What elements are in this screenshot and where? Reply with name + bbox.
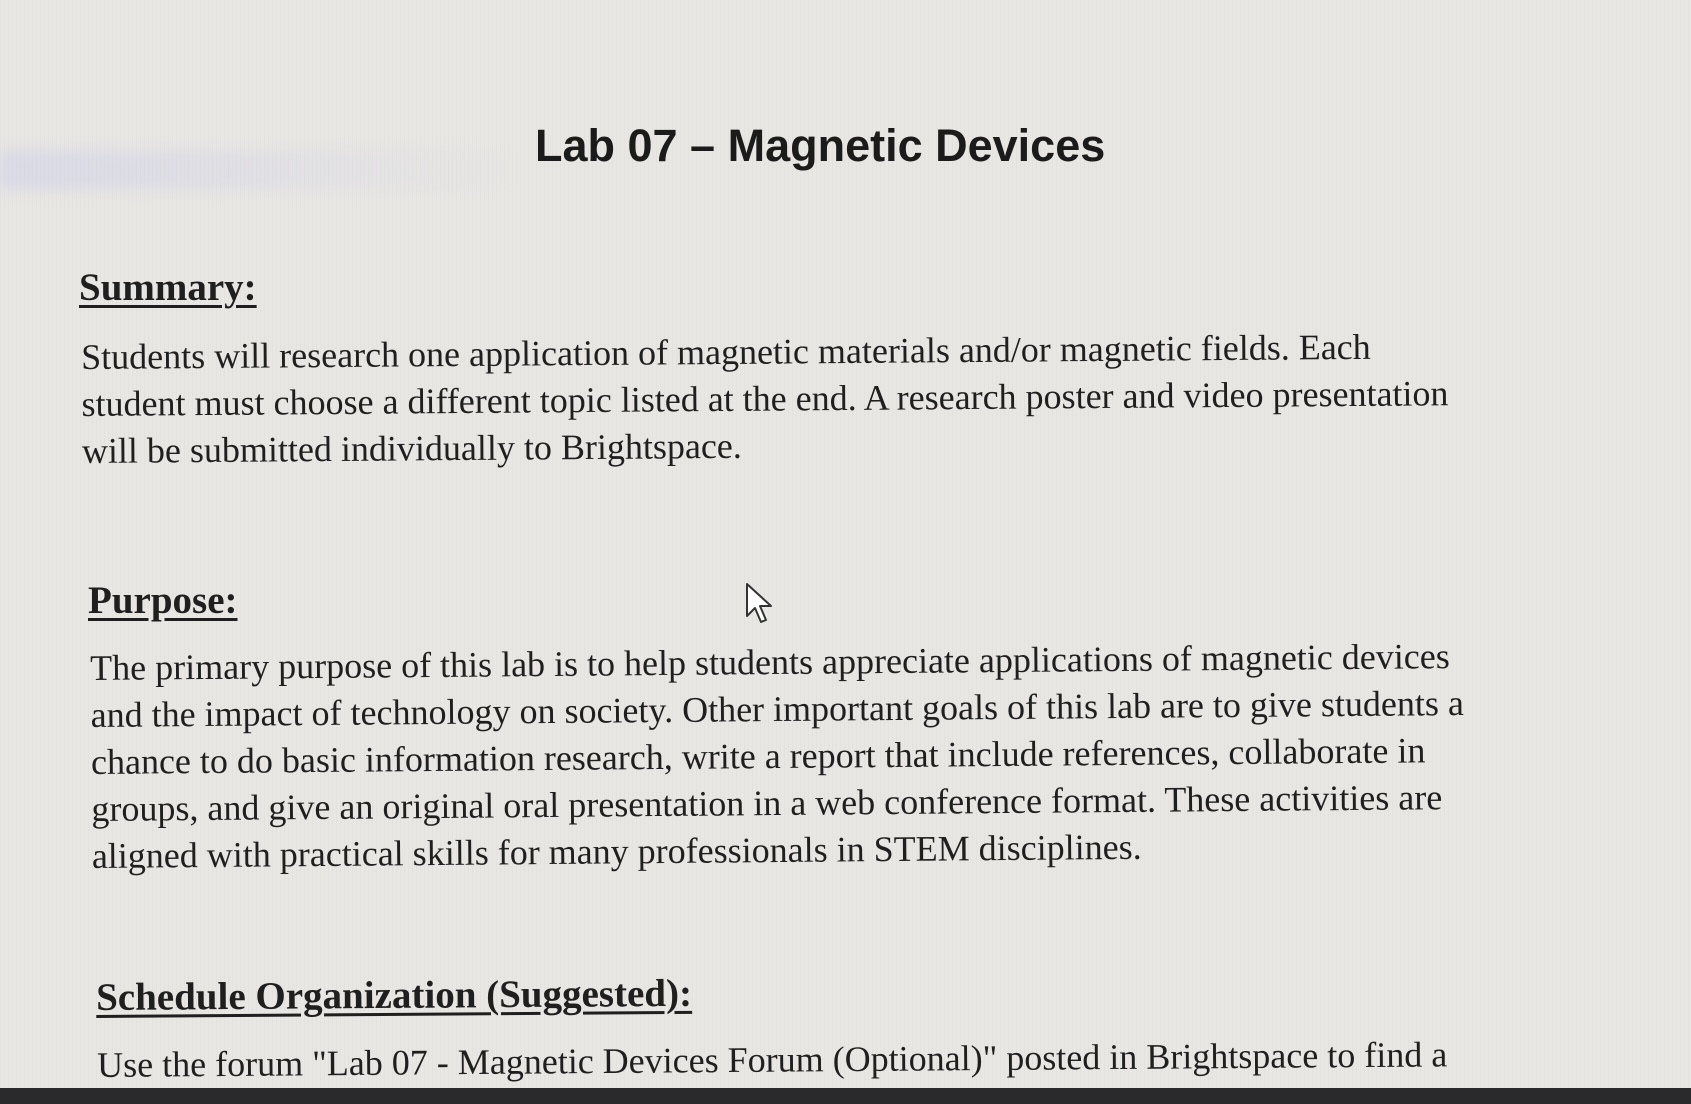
- summary-line: student must choose a different topic listed at the end. A research poster and video presentation: [81, 373, 1449, 424]
- schedule-paragraph: [97, 1031, 1447, 1089]
- purpose-paragraph: [90, 633, 1465, 880]
- purpose-line: aligned with practical skills for many professionals in STEM disciplines.: [91, 826, 1142, 876]
- purpose-line: groups, and give an original oral presentation in a web conference format. These activities are: [91, 777, 1443, 829]
- purpose-line: chance to do basic information research, write a report that include references, collaborate in: [90, 730, 1426, 782]
- schedule-heading: Schedule Organization (Suggested):: [96, 971, 693, 1019]
- summary-line: Students will research one application of magnetic materials and/or magnetic fields. Each: [81, 326, 1371, 377]
- summary-heading: Summary:: [79, 266, 257, 309]
- summary-line: will be submitted individually to Brightspace.: [81, 425, 742, 471]
- document-title: Lab 07 – Magnetic Devices: [535, 120, 1106, 171]
- purpose-heading: Purpose:: [88, 579, 238, 622]
- purpose-line: The primary purpose of this lab is to help students appreciate applications of magnetic devices: [90, 636, 1450, 688]
- screen-glare: [0, 150, 520, 190]
- schedule-line: Use the forum "Lab 07 - Magnetic Devices Forum (Optional)" posted in Brightspace to find a: [97, 1034, 1448, 1085]
- monitor-bezel: [0, 1088, 1691, 1104]
- purpose-line: and the impact of technology on society. Other important goals of this lab are to give students a: [90, 683, 1465, 735]
- summary-paragraph: [81, 323, 1449, 475]
- mouse-pointer-icon: [745, 582, 779, 626]
